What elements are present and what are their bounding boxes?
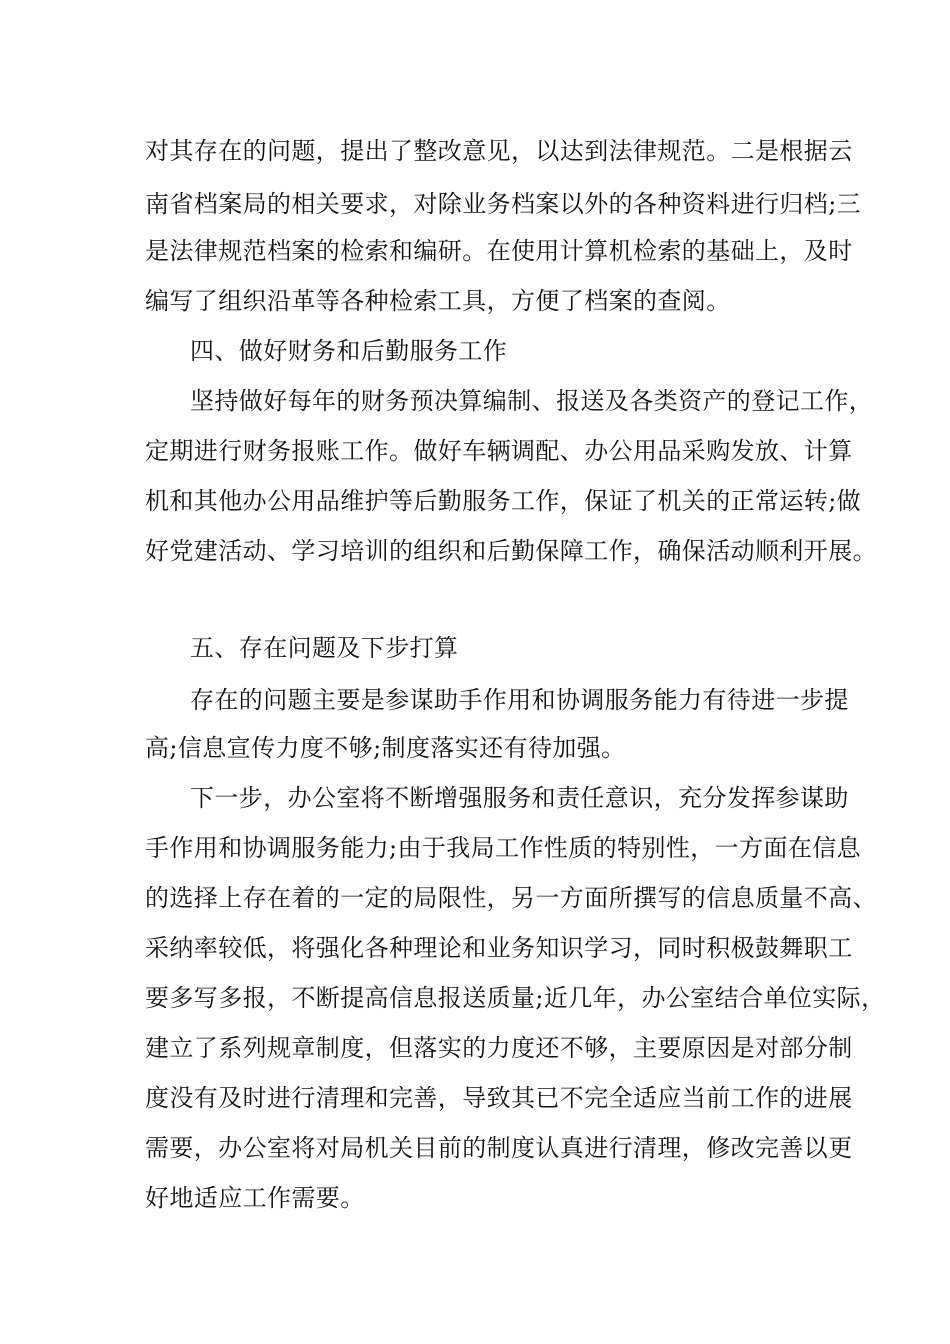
body-text-line: 手作用和协调服务能力;由于我局工作性质的特别性，一方面在信息 [145, 834, 862, 862]
body-text-line: 存在的问题主要是参谋助手作用和协调服务能力有待进一步提 [190, 686, 849, 714]
body-text-line: 采纳率较低，将强化各种理论和业务知识学习，同时积极鼓舞职工 [145, 934, 853, 962]
body-text-line: 对其存在的问题，提出了整改意见，以达到法律规范。二是根据云 [145, 137, 853, 165]
section-heading: 五、存在问题及下步打算 [190, 634, 459, 662]
body-text-line: 好地适应工作需要。 [145, 1184, 365, 1212]
body-text-line: 机和其他办公用品维护等后勤服务工作，保证了机关的正常运转;做 [145, 487, 862, 515]
body-text-line: 坚持做好每年的财务预决算编制、报送及各类资产的登记工作， [190, 387, 874, 415]
body-text-line: 好党建活动、学习培训的组织和后勤保障工作，确保活动顺利开展。 [145, 537, 877, 565]
section-heading: 四、做好财务和后勤服务工作 [190, 337, 508, 365]
body-text-line: 编写了组织沿革等各种检索工具，方便了档案的查阅。 [145, 287, 731, 315]
body-text-line: 度没有及时进行清理和完善，导致其已不完全适应当前工作的进展 [145, 1084, 853, 1112]
body-text-line: 高;信息宣传力度不够;制度落实还有待加强。 [145, 734, 626, 762]
body-text-line: 要多写多报，不断提高信息报送质量;近几年，办公室结合单位实际， [145, 984, 886, 1012]
body-text-line: 定期进行财务报账工作。做好车辆调配、办公用品采购发放、计算 [145, 437, 853, 465]
body-text-line: 的选择上存在着的一定的局限性，另一方面所撰写的信息质量不高、 [145, 884, 877, 912]
body-text-line: 下一步，办公室将不断增强服务和责任意识，充分发挥参谋助 [190, 784, 849, 812]
body-text-line: 是法律规范档案的检索和编研。在使用计算机检索的基础上，及时 [145, 237, 853, 265]
body-text-line: 南省档案局的相关要求，对除业务档案以外的各种资料进行归档;三 [145, 190, 862, 218]
body-text-line: 建立了系列规章制度，但落实的力度还不够，主要原因是对部分制 [145, 1034, 853, 1062]
body-text-line: 需要，办公室将对局机关目前的制度认真进行清理，修改完善以更 [145, 1134, 853, 1162]
